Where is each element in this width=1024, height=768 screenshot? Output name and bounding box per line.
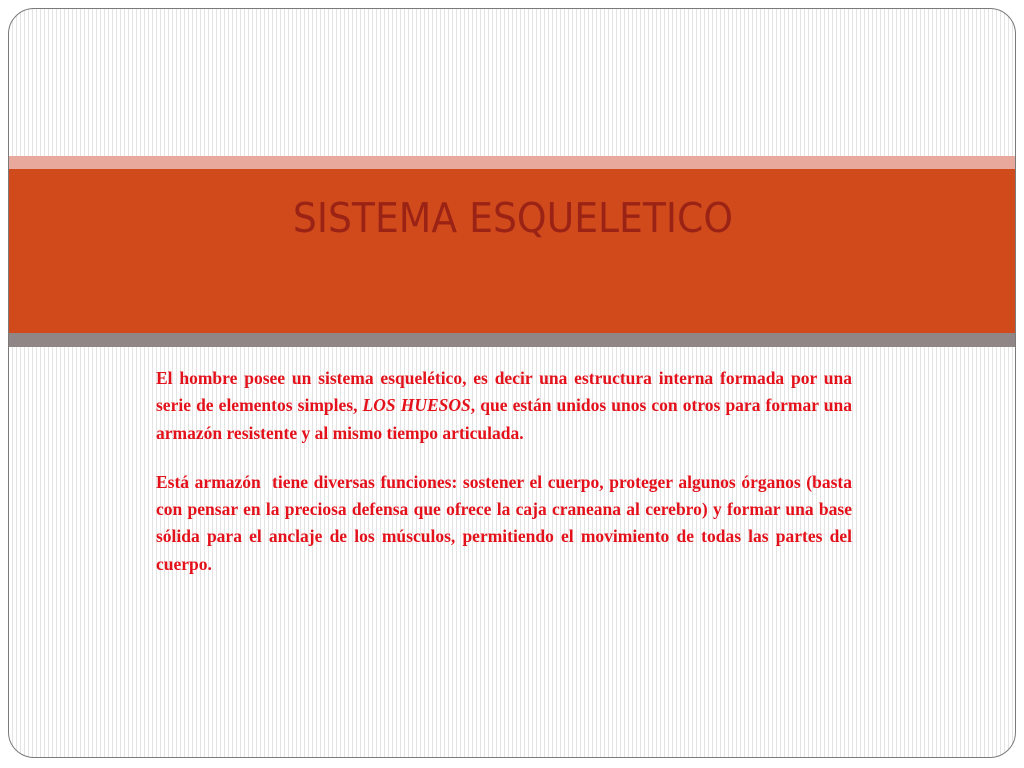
slide-body <box>156 365 857 600</box>
title-band-top-stripe <box>9 156 1015 169</box>
paragraph-intro <box>156 365 857 447</box>
slide-title: SISTEMA ESQUELETICO <box>292 194 734 242</box>
paragraph-intro-start: El hombre posee un sistema esquelético, es decir una estructura interna formada por una serie de elementos simples, <box>156 368 857 416</box>
paragraph-intro-end: , que están unidos unos con otros para formar una armazón resistente y al mismo tiempo articulada. <box>156 395 857 443</box>
title-band-bottom-stripe <box>9 333 1015 347</box>
slide <box>8 8 1016 758</box>
paragraph-intro-emphasis: LOS HUESOS <box>362 395 471 416</box>
paragraph-functions: Está armazón tiene diversas funciones: sostener el cuerpo, proteger algunos órganos (basta con pensar en la preciosa defensa que ofrece la caja craneana al cerebro) y formar una base sólida para el anclaje de los músculos, permitiendo el movimiento de todas las partes del cuerpo. <box>156 471 857 574</box>
